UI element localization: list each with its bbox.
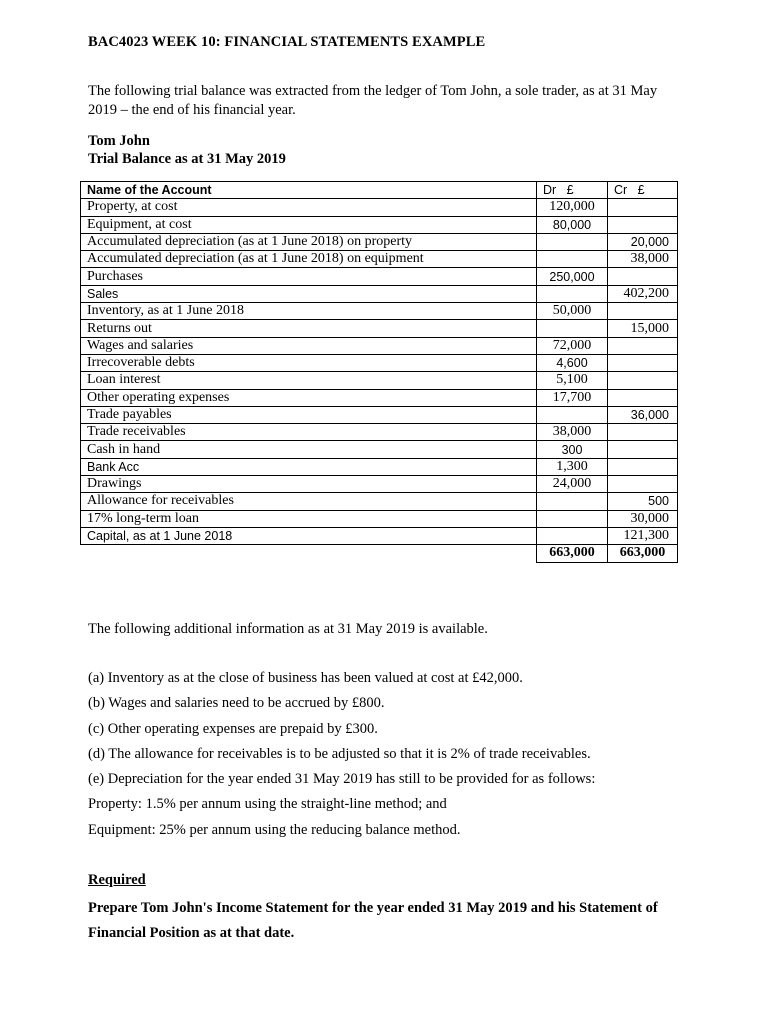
- account-name-cell: Loan interest: [81, 372, 537, 389]
- table-row: [81, 320, 678, 337]
- total-credit: 663,000: [608, 545, 678, 562]
- totals-blank-cell: [81, 545, 537, 562]
- trial-balance-heading: Trial Balance as at 31 May 2019: [88, 151, 286, 167]
- debit-cell: 50,000: [537, 303, 608, 320]
- debit-cell: 250,000: [537, 268, 608, 285]
- additional-info-item: (c) Other operating expenses are prepaid by £300.: [88, 720, 378, 737]
- debit-cell: 4,600: [537, 354, 608, 371]
- totals-row: [81, 545, 678, 562]
- additional-info-item: (a) Inventory as at the close of business has been valued at cost at £42,000.: [88, 670, 523, 686]
- table-row: [81, 493, 678, 510]
- page-title: BAC4023 WEEK 10: FINANCIAL STATEMENTS EXAMPLE: [88, 34, 486, 50]
- credit-cell: [608, 337, 678, 354]
- debit-cell: 72,000: [537, 337, 608, 354]
- debit-cell: [537, 320, 608, 337]
- table-row: [81, 251, 678, 268]
- account-name-cell: Capital, as at 1 June 2018: [81, 527, 537, 544]
- table-row: [81, 199, 678, 216]
- credit-cell: [608, 199, 678, 216]
- table-row: [81, 527, 678, 544]
- account-name-cell: Property, at cost: [81, 199, 537, 216]
- table-row: [81, 233, 678, 250]
- account-name-cell: Trade payables: [81, 406, 537, 423]
- additional-info-item: (b) Wages and salaries need to be accrued by £800.: [88, 695, 385, 712]
- credit-cell: 20,000: [608, 233, 678, 250]
- additional-info-item: Equipment: 25% per annum using the reducing balance method.: [88, 821, 461, 838]
- credit-cell: [608, 424, 678, 441]
- account-name-cell: Drawings: [81, 476, 537, 493]
- table-row: [81, 216, 678, 233]
- account-name-cell: Other operating expenses: [81, 389, 537, 406]
- account-name-cell: Irrecoverable debts: [81, 354, 537, 371]
- table-row: [81, 354, 678, 371]
- table-row: [81, 510, 678, 527]
- debit-cell: [537, 527, 608, 544]
- credit-cell: 36,000: [608, 406, 678, 423]
- account-name-cell: Inventory, as at 1 June 2018: [81, 303, 537, 320]
- table-row: [81, 424, 678, 441]
- table-row: [81, 458, 678, 475]
- credit-cell: [608, 303, 678, 320]
- account-name-cell: Sales: [81, 285, 537, 302]
- debit-cell: [537, 510, 608, 527]
- table-row: [81, 441, 678, 458]
- column-header-cr: Cr £: [608, 182, 678, 199]
- required-text: Prepare Tom John's Income Statement for the year ended 31 May 2019 and his Statement of Financial Position as at that date.: [88, 900, 658, 941]
- debit-cell: [537, 406, 608, 423]
- table-row: [81, 389, 678, 406]
- credit-cell: [608, 389, 678, 406]
- trial-balance-body: [81, 182, 678, 563]
- table-row: [81, 303, 678, 320]
- credit-cell: 402,200: [608, 285, 678, 302]
- table-row: [81, 476, 678, 493]
- account-name-cell: Accumulated depreciation (as at 1 June 2018) on property: [81, 233, 537, 250]
- debit-cell: [537, 285, 608, 302]
- table-row: [81, 406, 678, 423]
- debit-cell: 80,000: [537, 216, 608, 233]
- credit-cell: 15,000: [608, 320, 678, 337]
- account-name-cell: Accumulated depreciation (as at 1 June 2018) on equipment: [81, 251, 537, 268]
- credit-cell: 500: [608, 493, 678, 510]
- credit-cell: [608, 476, 678, 493]
- column-header-dr: Dr £: [537, 182, 608, 199]
- table-row: [81, 268, 678, 285]
- trial-balance-owner: Tom John: [88, 133, 150, 149]
- debit-cell: 38,000: [537, 424, 608, 441]
- debit-cell: [537, 493, 608, 510]
- account-name-cell: Returns out: [81, 320, 537, 337]
- debit-cell: 5,100: [537, 372, 608, 389]
- account-name-cell: Cash in hand: [81, 441, 537, 458]
- account-name-cell: 17% long-term loan: [81, 510, 537, 527]
- trial-balance-table: [80, 181, 678, 563]
- debit-cell: 17,700: [537, 389, 608, 406]
- credit-cell: [608, 458, 678, 475]
- debit-cell: 24,000: [537, 476, 608, 493]
- account-name-cell: Bank Acc: [81, 458, 537, 475]
- credit-cell: 38,000: [608, 251, 678, 268]
- credit-cell: [608, 441, 678, 458]
- debit-cell: [537, 251, 608, 268]
- account-name-cell: Allowance for receivables: [81, 493, 537, 510]
- debit-cell: 120,000: [537, 199, 608, 216]
- table-row: [81, 372, 678, 389]
- additional-info-item: Property: 1.5% per annum using the straight-line method; and: [88, 796, 447, 813]
- account-name-cell: Purchases: [81, 268, 537, 285]
- account-name-cell: Equipment, at cost: [81, 216, 537, 233]
- table-header-row: [81, 182, 678, 199]
- debit-cell: 300: [537, 441, 608, 458]
- credit-cell: [608, 354, 678, 371]
- table-row: [81, 285, 678, 302]
- account-name-cell: Trade receivables: [81, 424, 537, 441]
- credit-cell: 121,300: [608, 527, 678, 544]
- credit-cell: 30,000: [608, 510, 678, 527]
- debit-cell: [537, 233, 608, 250]
- credit-cell: [608, 372, 678, 389]
- column-header-name: Name of the Account: [81, 182, 537, 199]
- additional-info-list: [88, 669, 595, 846]
- total-debit: 663,000: [537, 545, 608, 562]
- required-heading: Required: [88, 872, 146, 888]
- additional-info-item: (d) The allowance for receivables is to be adjusted so that it is 2% of trade receivables.: [88, 745, 591, 762]
- account-name-cell: Wages and salaries: [81, 337, 537, 354]
- debit-cell: 1,300: [537, 458, 608, 475]
- credit-cell: [608, 216, 678, 233]
- credit-cell: [608, 268, 678, 285]
- intro-paragraph: The following trial balance was extracted from the ledger of Tom John, a sole trader, as at 31 May 2019 – the end of his financial year.: [88, 83, 658, 118]
- additional-info-item: (e) Depreciation for the year ended 31 May 2019 has still to be provided for as follows:: [88, 771, 596, 788]
- additional-info-intro: The following additional information as at 31 May 2019 is available.: [88, 621, 488, 637]
- table-row: [81, 337, 678, 354]
